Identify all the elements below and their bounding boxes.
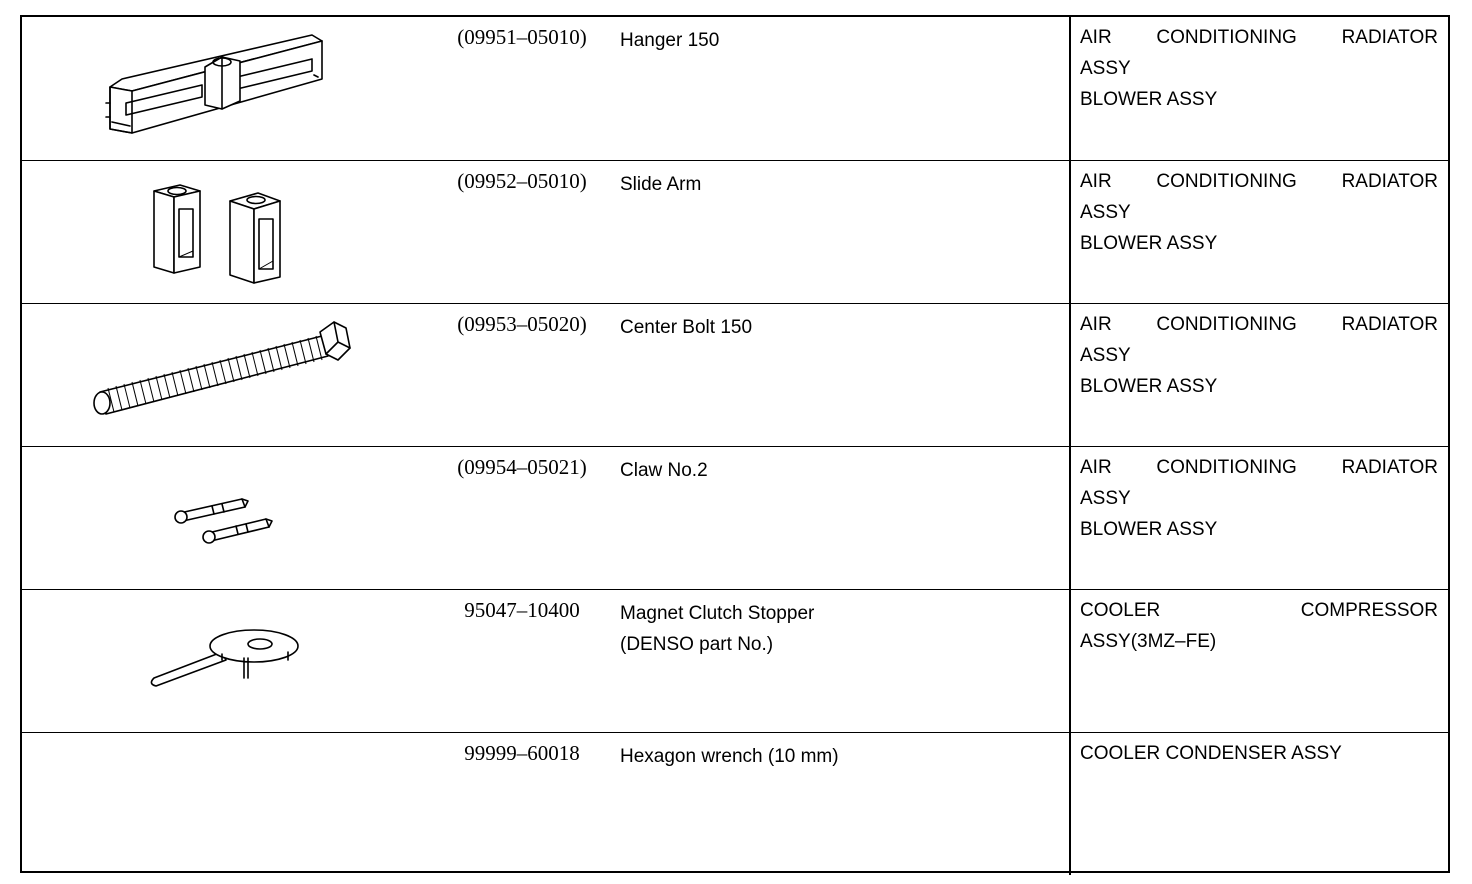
usage-text: COOLER CONDENSER ASSY (1080, 743, 1342, 764)
usage-text: AIR CONDITIONING RADIATOR ASSY BLOWER ASSY (1080, 27, 1438, 110)
part-name: Claw No.2 (620, 460, 708, 481)
column-divider (1069, 304, 1071, 446)
table-row (22, 589, 1448, 732)
usage-text: AIR CONDITIONING RADIATOR ASSY BLOWER ASSY (1080, 171, 1438, 254)
part-name: Slide Arm (620, 174, 702, 195)
part-number: (09954–05021) (457, 455, 587, 479)
part-name: Hanger 150 (620, 30, 720, 51)
column-divider (1069, 17, 1071, 160)
part-number: 99999–60018 (464, 741, 580, 765)
column-divider (1069, 590, 1071, 732)
part-name: Hexagon wrench (10 mm) (620, 746, 839, 767)
table-row (22, 160, 1448, 303)
table-row (22, 732, 1448, 875)
usage-text: AIR CONDITIONING RADIATOR ASSY BLOWER ASSY (1080, 457, 1438, 540)
usage-text: COOLER COMPRESSOR ASSY(3MZ–FE) (1080, 600, 1438, 652)
column-divider (1069, 733, 1071, 875)
sst-table (20, 15, 1450, 873)
center-bolt-icon (22, 304, 422, 446)
magnet-clutch-stopper-icon (22, 590, 422, 732)
part-number: (09952–05010) (457, 169, 587, 193)
claw-icon (22, 447, 422, 589)
hanger-icon (22, 17, 422, 160)
part-name: Magnet Clutch Stopper (DENSO part No.) (620, 603, 815, 655)
column-divider (1069, 447, 1071, 589)
part-number: (09953–05020) (457, 312, 587, 336)
table-row (22, 303, 1448, 446)
slide-arm-icon (22, 161, 422, 303)
table-row (22, 446, 1448, 589)
usage-text: AIR CONDITIONING RADIATOR ASSY BLOWER ASSY (1080, 314, 1438, 397)
part-number: (09951–05010) (457, 25, 587, 49)
table-row (22, 17, 1448, 160)
part-number: 95047–10400 (464, 598, 580, 622)
illustration-placeholder (22, 733, 422, 875)
column-divider (1069, 161, 1071, 303)
part-name: Center Bolt 150 (620, 317, 753, 338)
